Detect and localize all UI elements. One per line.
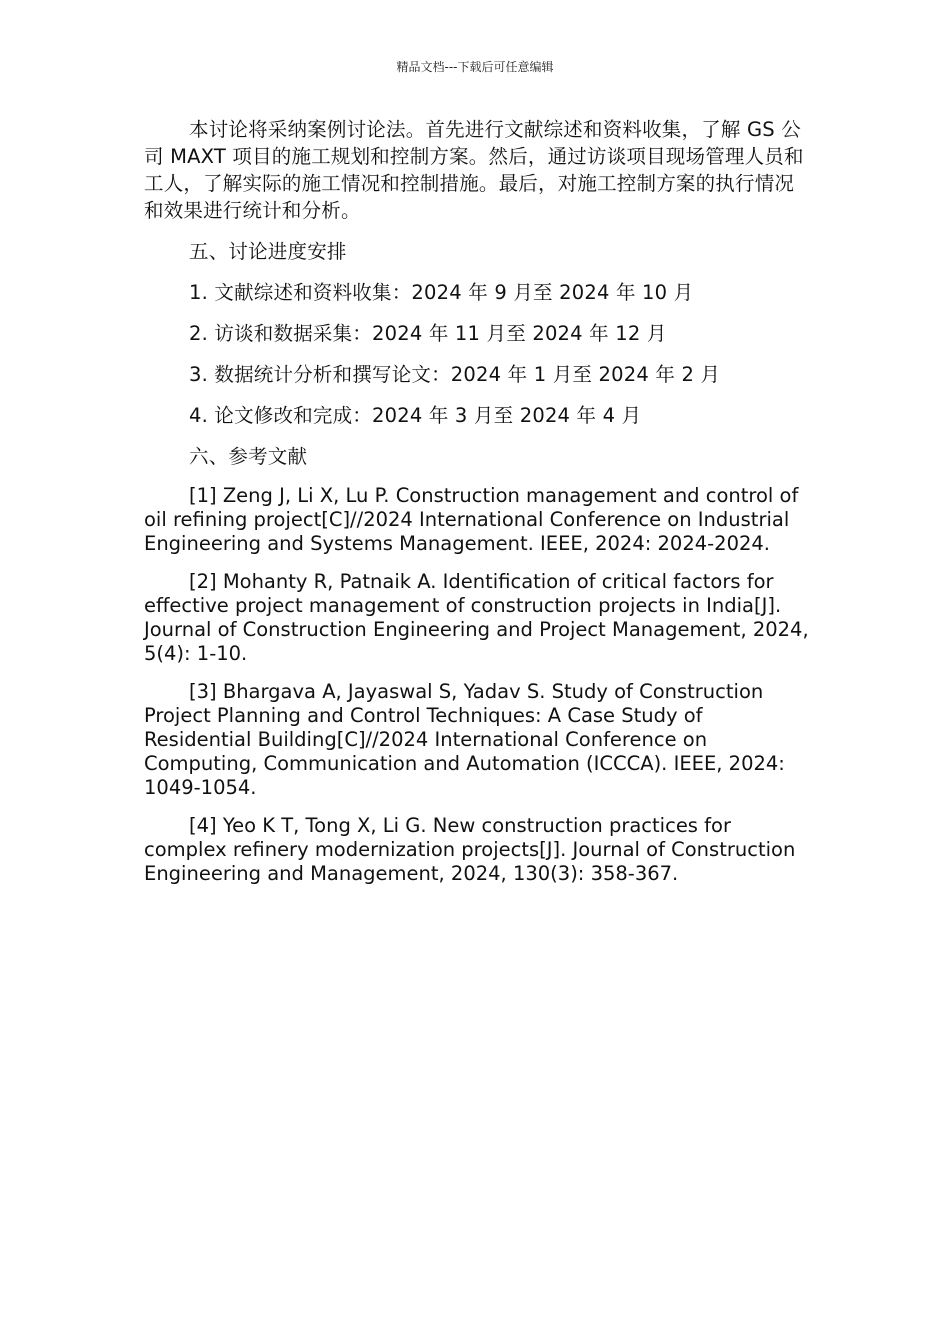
page-header: 精品文档---下载后可任意编辑	[396, 60, 554, 74]
schedule-item: 1. 文献综述和资料收集：2024 年 9 月至 2024 年 10 月	[189, 281, 694, 304]
reference-item: [2] Mohanty R, Patnaik A. Identification of critical factors for effective project management of construction projects in India[J]. Journal of Construction Engineering and Project Management, 2024, 5(4): 1-10.	[144, 570, 809, 665]
intro-paragraph: 本讨论将采纳案例讨论法。首先进行文献综述和资料收集，了解 GS 公司 MAXT 项目的施工规划和控制方案。然后，通过访谈项目现场管理人员和工人，了解实际的施工情况和控制措施。最后，对施工控制方案的执行情况和效果进行统计和分析。	[144, 118, 804, 222]
section-heading-schedule: 五、讨论进度安排	[189, 240, 347, 263]
reference-item: [4] Yeo K T, Tong X, Li G. New construction practices for complex refinery modernization projects[J]. Journal of Construction Engineering and Management, 2024, 130(3): 358-367.	[144, 814, 796, 885]
schedule-item: 4. 论文修改和完成：2024 年 3 月至 2024 年 4 月	[189, 404, 642, 427]
reference-item: [1] Zeng J, Li X, Lu P. Construction management and control of oil refining project[C]//2024 International Conference on Industrial Engineering and Systems Management. IEEE, 2024: 2024-2024.	[144, 484, 799, 555]
schedule-item: 2. 访谈和数据采集：2024 年 11 月至 2024 年 12 月	[189, 322, 667, 345]
schedule-item: 3. 数据统计分析和撰写论文：2024 年 1 月至 2024 年 2 月	[189, 363, 721, 386]
document-body	[144, 116, 809, 900]
reference-item: [3] Bhargava A, Jayaswal S, Yadav S. Study of Construction Project Planning and Control Techniques: A Case Study of Residential Building[C]//2024 International Conference on Computing, Communication and Automation (ICCCA). IEEE, 2024: 1049-1054.	[144, 680, 785, 799]
section-heading-references: 六、参考文献	[189, 445, 308, 468]
